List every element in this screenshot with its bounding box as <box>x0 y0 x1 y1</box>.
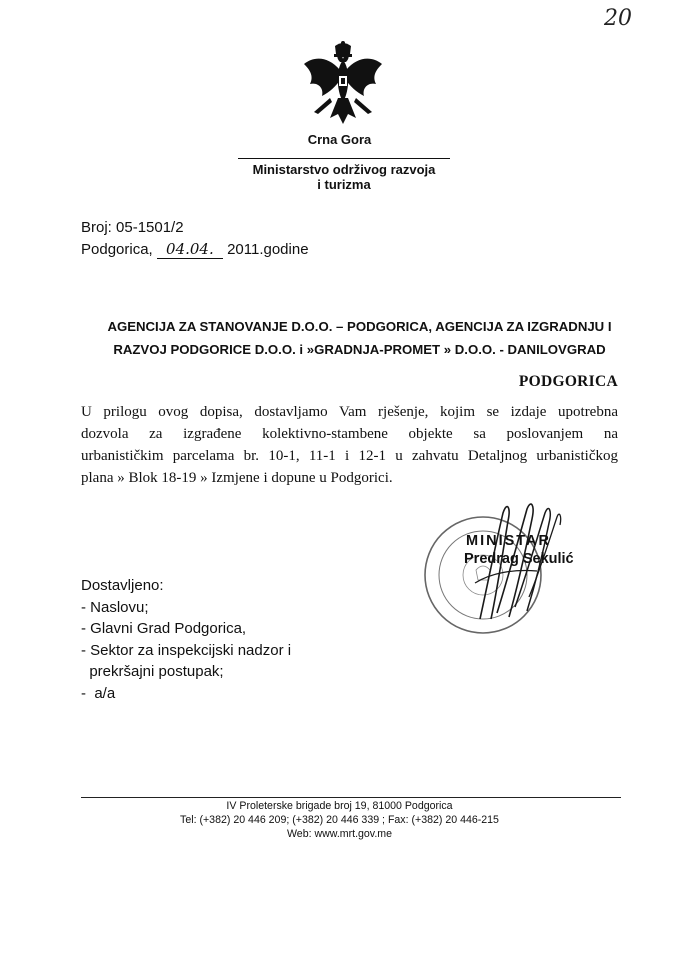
footer-address: IV Proleterske brigade broj 19, 81000 Podgorica <box>226 800 453 812</box>
ministry-line-1: Ministarstvo održivog razvoja <box>252 162 436 177</box>
distribution-item: - a/a <box>81 684 116 702</box>
header-divider <box>238 158 450 159</box>
signatory-title: MINISTAR <box>466 533 552 549</box>
distribution-heading: Dostavljeno: <box>81 577 164 594</box>
body-line-4: plana » Blok 18-19 » Izmjene i dopune u Podgorici. <box>81 470 393 486</box>
ministry-name <box>238 162 450 192</box>
footer-divider <box>81 797 621 798</box>
footer-website: Web: www.mrt.gov.me <box>287 828 392 840</box>
date-line <box>81 240 309 260</box>
distribution-item: - Sektor za inspekcijski nadzor i <box>81 641 292 659</box>
recipient-line-2: RAZVOJ PODGORICE D.O.O. i »GRADNJA-PROMET » D.O.O. - DANILOVGRAD <box>113 342 606 357</box>
distribution-list <box>81 575 291 704</box>
signatory-name: Predrag Sekulić <box>464 551 574 567</box>
footer-phones: Tel: (+382) 20 446 209; (+382) 20 446 339 ; Fax: (+382) 20 446-215 <box>180 814 499 826</box>
letter-body <box>81 401 618 489</box>
body-line-2: dozvola za izgrađene kolektivno-stambene objekte sa poslovanjem na <box>81 426 618 442</box>
page-number: 20 <box>604 6 632 31</box>
date-year: 2011.godine <box>227 241 309 258</box>
recipient-city: PODGORICA <box>518 373 618 390</box>
reference-number: Broj: 05-1501/2 <box>81 219 184 236</box>
distribution-item: - Glavni Grad Podgorica, <box>81 620 247 637</box>
state-name: Crna Gora <box>307 132 372 147</box>
ministry-line-2: i turizma <box>317 177 371 192</box>
coat-of-arms-emblem <box>300 40 386 128</box>
distribution-item: prekršajni postupak; <box>81 663 224 680</box>
date-place: Podgorica, <box>81 241 153 258</box>
recipient-line-1: AGENCIJA ZA STANOVANJE D.O.O. – PODGORICA, AGENCIJA ZA IZGRADNJU I <box>107 319 612 334</box>
handwritten-date: 04.04. <box>157 241 223 259</box>
body-line-3: urbanističkim parcelama br. 10-1, 11-1 i 12-1 u zahvatu Detaljnog urbanističkog <box>81 448 618 464</box>
distribution-item: - Naslovu; <box>81 598 149 616</box>
body-line-1: U prilogu ovog dopisa, dostavljamo Vam rješenje, kojim se izdaje upotrebna <box>81 404 618 420</box>
